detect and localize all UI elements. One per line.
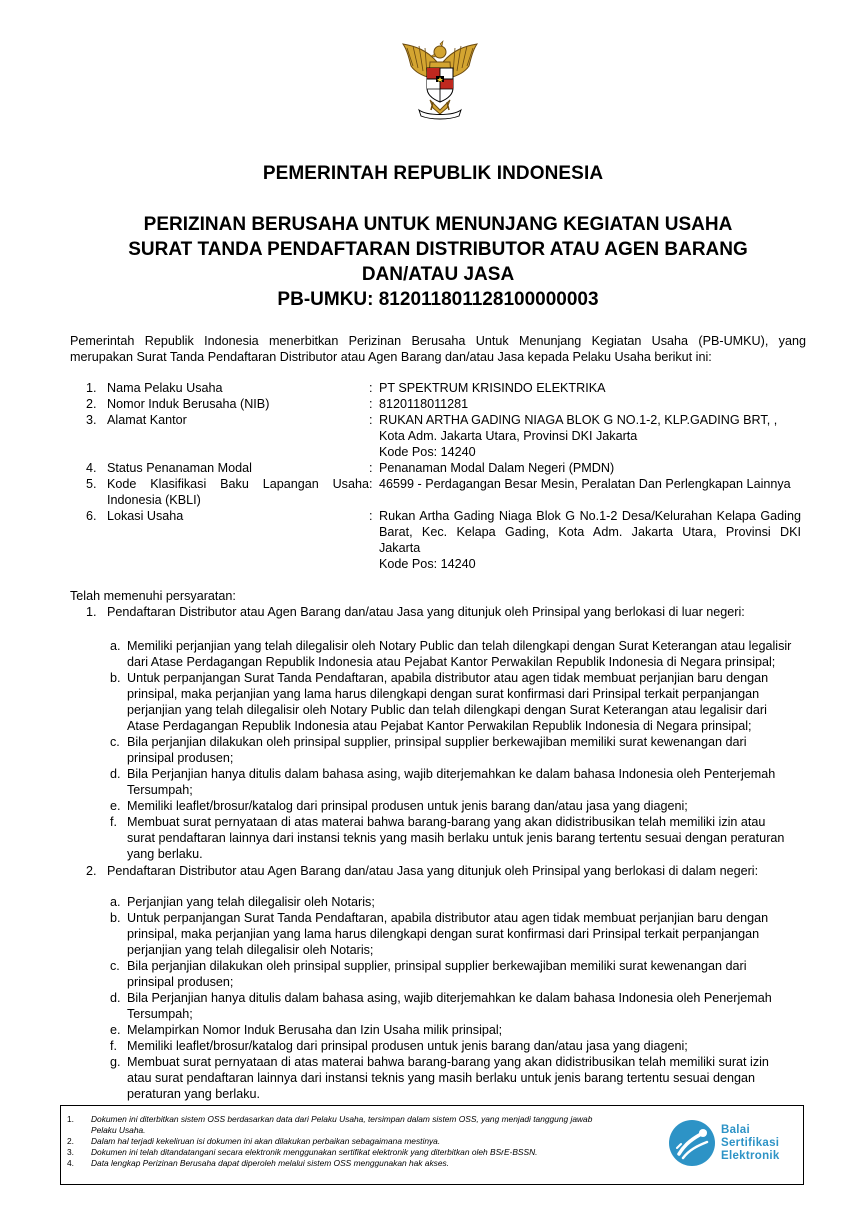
item-line: Memiliki leaflet/brosur/katalog dari prinsipal produsen untuk jenis barang dan/atau jasa yang diageni; (127, 799, 688, 813)
item-line: prinsipal produsen; (127, 751, 234, 765)
info-value-line: PT SPEKTRUM KRISINDO ELEKTRIKA (379, 381, 606, 395)
item-text (127, 798, 807, 814)
requirements-intro: Telah memenuhi persyaratan: (70, 589, 236, 603)
info-label: Nomor Induk Berusaha (NIB) (107, 397, 270, 411)
info-value-line: Rukan Artha Gading Niaga Blok G No.1-2 Desa/Kelurahan Kelapa Gading (379, 509, 801, 523)
item-letter: g. (110, 1055, 121, 1069)
info-colon: : (369, 477, 373, 491)
item-line: Memiliki perjanjian yang telah dilegalisir oleh Notary Public dan telah dilengkapi dengan Surat Keterangan atau legalisir (127, 639, 792, 653)
item-line: Bila perjanjian dilakukan oleh prinsipal supplier, prinsipal supplier berkewajiban memiliki surat kewenangan dari (127, 735, 747, 749)
footer-note-number: 2. (67, 1136, 74, 1146)
info-number: 2. (86, 397, 97, 411)
item-text (127, 894, 807, 910)
footer-note-number: 1. (67, 1114, 74, 1124)
item-line: Untuk perpanjangan Surat Tanda Pendaftaran, apabila distributor atau agen tidak membuat perjanjian baru dengan (127, 671, 769, 685)
footer-notes (67, 1114, 657, 1169)
bsre-line: Balai (721, 1124, 750, 1136)
section-number: 1. (86, 605, 97, 619)
item-line: Bila perjanjian dilakukan oleh prinsipal supplier, prinsipal supplier berkewajiban memiliki surat kewenangan dari (127, 959, 747, 973)
footer-note-text (91, 1136, 657, 1147)
item-text (127, 1054, 807, 1102)
info-number: 4. (86, 461, 97, 475)
item-text (127, 910, 807, 958)
item-line: Bila Perjanjian hanya ditulis dalam bahasa asing, wajib diterjemahkan ke dalam bahasa Indonesia oleh Penterjemah (127, 767, 776, 781)
requirement-section-domestic (70, 863, 810, 879)
item-text (127, 990, 807, 1022)
info-colon: : (369, 397, 373, 411)
info-value-line: Kode Pos: 14240 (379, 445, 476, 459)
item-line: peraturan yang berlaku. (127, 1087, 261, 1101)
item-text (127, 1022, 807, 1038)
intro-paragraph (70, 333, 806, 365)
item-line: prinsipal, maka perjanjian yang lama harus dilengkapi dengan surat konfirmasi dari Prinsipal terkait perpanjangan (127, 687, 760, 701)
bsre-logo (667, 1118, 797, 1170)
footer-note-line: Dalam hal terjadi kekeliruan isi dokumen ini akan dilakukan perbaikan sebagaimana mestinya. (91, 1136, 441, 1146)
section-title: Pendaftaran Distributor atau Agen Barang dan/atau Jasa yang ditunjuk oleh Prinsipal yang berlokasi di luar negeri: (107, 605, 745, 619)
footer-note (67, 1136, 657, 1147)
info-label: Lokasi Usaha (107, 509, 184, 523)
item-text (127, 814, 807, 862)
info-value (379, 508, 801, 572)
item-line: atau surat pendaftaran lainnya dari instansi teknis yang masih berlaku untuk jenis barang tertentu sesuai dengan (127, 1071, 755, 1085)
item-letter: c. (110, 959, 120, 973)
footer-note-line: Pelaku Usaha. (91, 1125, 146, 1135)
item-line: Atase Perdagangan Republik Indonesia atau Pejabat Kantor Perwakilan Republik Indonesia di Negara prinsipal; (127, 719, 752, 733)
bsre-line: Sertifikasi (721, 1137, 780, 1149)
title-line: SURAT TANDA PENDAFTARAN DISTRIBUTOR ATAU AGEN BARANG (128, 239, 748, 260)
title-line: DAN/ATAU JASA (361, 264, 515, 285)
item-line: Tersumpah; (127, 1007, 193, 1021)
item-line: Membuat surat pernyataan di atas materai bahwa barang-barang yang akan didistribusikan telah memiliki surat izin (127, 1055, 769, 1069)
document-title (90, 212, 786, 312)
item-letter: f. (110, 815, 117, 829)
section-number: 2. (86, 864, 97, 878)
item-letter: a. (110, 639, 121, 653)
bsre-emblem-icon (667, 1118, 717, 1168)
footer-note-number: 3. (67, 1147, 74, 1157)
info-value (379, 396, 801, 412)
footer-note-number: 4. (67, 1158, 74, 1168)
permit-number: PB-UMKU: 812011801128100000003 (277, 289, 599, 310)
item-line: Bila Perjanjian hanya ditulis dalam bahasa asing, wajib diterjemahkan ke dalam bahasa Indonesia oleh Penerjemah (127, 991, 772, 1005)
footer-note (67, 1147, 657, 1158)
info-row-address (70, 412, 806, 460)
info-value (379, 380, 801, 396)
item-line: Tersumpah; (127, 783, 193, 797)
info-colon: : (369, 461, 373, 475)
footer-note-text (91, 1114, 657, 1136)
intro-line: merupakan Surat Tanda Pendaftaran Distributor atau Agen Barang dan/atau Jasa kepada Pelaku Usaha berikut ini: (70, 350, 712, 364)
section-title: Pendaftaran Distributor atau Agen Barang dan/atau Jasa yang ditunjuk oleh Prinsipal yang berlokasi di dalam negeri: (107, 864, 759, 878)
item-line: perjanjian yang telah dilegalisir oleh Notaris; (127, 943, 374, 957)
info-number: 3. (86, 413, 97, 427)
footer-note (67, 1158, 657, 1169)
info-number: 1. (86, 381, 97, 395)
item-text (127, 958, 807, 990)
info-value-line: RUKAN ARTHA GADING NIAGA BLOK G NO.1-2, KLP.GADING BRT, , (379, 413, 778, 427)
government-heading: PEMERINTAH REPUBLIK INDONESIA (262, 163, 604, 184)
bsre-wordmark (721, 1124, 780, 1163)
info-value-line: Barat, Kec. Kelapa Gading, Kota Adm. Jakarta Utara, Provinsi DKI (379, 525, 801, 539)
info-colon: : (369, 413, 373, 427)
item-line: perjanjian yang telah dilegalisir oleh Notary Public dan telah dilengkapi dengan Surat Keterangan atau legalisir dari (127, 703, 767, 717)
requirement-section-foreign (70, 604, 810, 620)
info-label: Alamat Kantor (107, 413, 187, 427)
info-value (379, 412, 801, 460)
garuda-emblem (397, 40, 483, 122)
info-value-line: Jakarta (379, 541, 421, 555)
footer-note-text (91, 1147, 657, 1158)
item-line: prinsipal, maka perjanjian yang lama harus dilengkapi dengan surat konfirmasi dari Prinsipal terkait perpanjangan (127, 927, 760, 941)
item-text (127, 670, 807, 734)
item-letter: b. (110, 911, 121, 925)
info-row-nib (70, 396, 806, 412)
info-number: 6. (86, 509, 97, 523)
item-line: dari Atase Perdagangan Republik Indonesia atau Pejabat Kantor Perwakilan Republik Indonesia di Negara prinsipal; (127, 655, 776, 669)
item-text (127, 766, 807, 798)
info-value-line: Kode Pos: 14240 (379, 557, 476, 571)
info-value-line: 8120118011281 (379, 397, 469, 411)
info-value-line: 46599 - Perdagangan Besar Mesin, Peralatan Dan Perlengkapan Lainnya (379, 477, 791, 491)
footer-note-line: Dokumen ini diterbitkan sistem OSS berdasarkan data dari Pelaku Usaha, tersimpan dalam sistem OSS, yang menjadi tanggung jawab (91, 1114, 593, 1124)
item-letter: f. (110, 1039, 117, 1053)
info-value-line: Kota Adm. Jakarta Utara, Provinsi DKI Jakarta (379, 429, 638, 443)
info-value (379, 476, 801, 492)
info-label: Status Penanaman Modal (107, 461, 252, 475)
title-line: PERIZINAN BERUSAHA UNTUK MENUNJANG KEGIATAN USAHA (143, 214, 733, 235)
item-line: Memiliki leaflet/brosur/katalog dari prinsipal produsen untuk jenis barang dan/atau jasa yang diageni; (127, 1039, 688, 1053)
item-letter: d. (110, 767, 121, 781)
item-letter: b. (110, 671, 121, 685)
item-text (127, 1038, 807, 1054)
footer-note-line: Data lengkap Perizinan Berusaha dapat diperoleh melalui sistem OSS menggunakan hak akses. (91, 1158, 450, 1168)
footer-notes-box (60, 1105, 804, 1185)
item-line: Perjanjian yang telah dilegalisir oleh Notaris; (127, 895, 375, 909)
item-letter: e. (110, 799, 121, 813)
item-text (127, 638, 807, 670)
footer-note-line: Dokumen ini telah ditandatangani secara elektronik menggunakan sertifikat elektronik yang diterbitkan oleh BSrE-BSSN. (91, 1147, 538, 1157)
info-label: Kode Klasifikasi Baku Lapangan Usaha Indonesia (KBLI) (107, 477, 369, 507)
footer-note (67, 1114, 657, 1136)
info-row-name (70, 380, 806, 396)
item-line: surat pendaftaran lainnya dari instansi teknis yang masih berlaku untuk jenis barang tertentu sesuai dengan peraturan (127, 831, 785, 845)
item-letter: c. (110, 735, 120, 749)
info-label: Nama Pelaku Usaha (107, 381, 223, 395)
item-line: yang berlaku. (127, 847, 203, 861)
footer-note-text (91, 1158, 657, 1169)
bsre-line: Elektronik (721, 1150, 780, 1162)
item-line: Untuk perpanjangan Surat Tanda Pendaftaran, apabila distributor atau agen tidak membuat perjanjian baru dengan (127, 911, 769, 925)
item-letter: a. (110, 895, 121, 909)
info-colon: : (369, 381, 373, 395)
item-text (127, 734, 807, 766)
info-colon: : (369, 509, 373, 523)
item-line: prinsipal produsen; (127, 975, 234, 989)
intro-line: Pemerintah Republik Indonesia menerbitkan Perizinan Berusaha Untuk Menunjang Kegiatan Usaha (PB-UMKU), yang (70, 334, 806, 348)
item-line: Melampirkan Nomor Induk Berusaha dan Izin Usaha milik prinsipal; (127, 1023, 503, 1037)
info-number: 5. (86, 477, 97, 491)
item-letter: d. (110, 991, 121, 1005)
info-value-line: Penanaman Modal Dalam Negeri (PMDN) (379, 461, 615, 475)
item-letter: e. (110, 1023, 121, 1037)
info-value (379, 460, 801, 476)
info-row-investment-status (70, 460, 806, 476)
info-row-kbli (70, 476, 806, 508)
info-row-location (70, 508, 806, 572)
item-line: Membuat surat pernyataan di atas materai bahwa barang-barang yang akan didistribusikan telah memiliki izin atau (127, 815, 766, 829)
